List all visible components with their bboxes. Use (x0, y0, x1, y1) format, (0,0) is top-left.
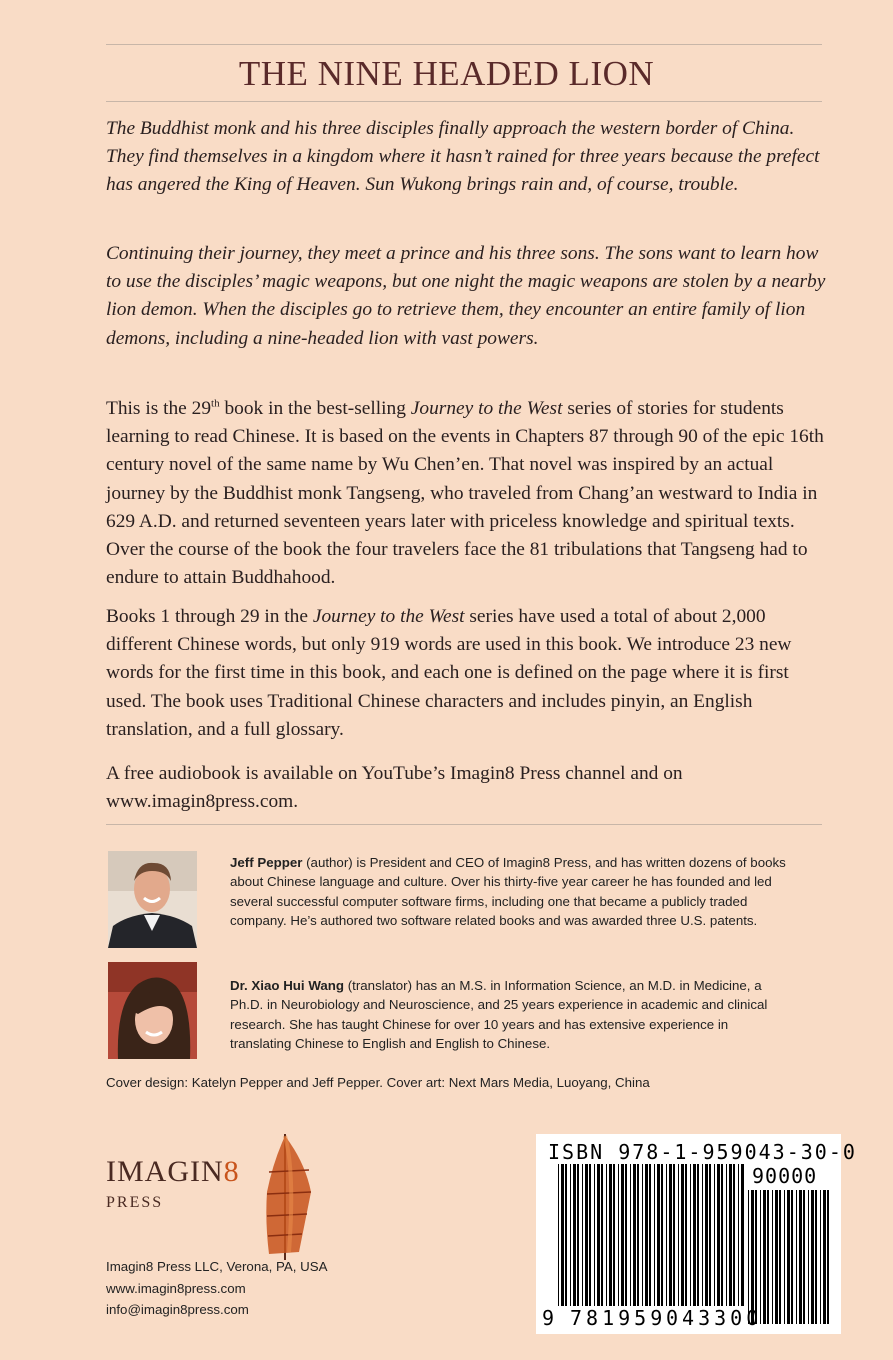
barcode-stripe (811, 1190, 814, 1324)
about-paragraph-1: This is the 29th book in the best-selling Journey to the West series of stories for students learning to read Chinese. It is based on the events in Chapters 87 through 90 of the epic 16th century novel of the same name by Wu Chen’en. That novel was inspired by an actual journey by the Buddhist monk Tangseng, who traveled from Chang’an westward to India in 629 A.D. and returned seventeen years later with priceless knowledge and spiritual texts. Over the course of the book the four travelers face the 81 tribulations that Tangseng had to endure to attain Buddhahood. (106, 397, 824, 589)
barcode-stripe (760, 1190, 761, 1324)
barcode-stripe (702, 1164, 703, 1306)
barcode-stripe (678, 1164, 679, 1306)
barcode-stripe (669, 1164, 672, 1306)
audiobook-paragraph: A free audiobook is available on YouTube’s Imagin8 Press channel and on www.imagin8press.com. (106, 763, 683, 813)
barcode-stripe (594, 1164, 595, 1306)
barcode-stripe (690, 1164, 691, 1306)
barcode-stripe (748, 1190, 749, 1324)
barcode-stripe (637, 1164, 639, 1306)
mid-rule (106, 824, 822, 825)
barcode-stripe (561, 1164, 564, 1306)
publisher-email-link[interactable]: info@imagin8press.com (106, 1302, 249, 1317)
barcode-stripe (772, 1190, 773, 1324)
barcode-stripe (799, 1190, 802, 1324)
barcode-stripe (589, 1164, 591, 1306)
barcode-stripe (784, 1190, 785, 1324)
publisher-address: Imagin8 Press LLC, Verona, PA, USA (106, 1259, 328, 1274)
barcode-stripe (558, 1164, 559, 1306)
series-name: Journey to the West (410, 398, 563, 419)
barcode-stripe (685, 1164, 687, 1306)
barcode-stripe (705, 1164, 708, 1306)
barcode-stripe (714, 1164, 715, 1306)
barcode-stripe (577, 1164, 579, 1306)
series-name: Journey to the West (312, 606, 465, 627)
barcode-stripe (721, 1164, 723, 1306)
barcode-stripe (606, 1164, 607, 1306)
publisher-logo-subtitle: PRESS (106, 1194, 164, 1211)
synopsis-paragraph-1: The Buddhist monk and his three disciples finally approach the western border of China. They find themselves in a kingdom where it hasn’t rained for three years because the prefect has angered the King of Heaven. Sun Wukong brings rain and, of course, trouble. (106, 118, 820, 196)
barcode-stripe (763, 1190, 766, 1324)
barcode-stripe (820, 1190, 821, 1324)
barcode-stripe (649, 1164, 651, 1306)
barcode-stripe (621, 1164, 624, 1306)
barcode-stripe (808, 1190, 809, 1324)
barcode-stripe (775, 1190, 778, 1324)
barcode-stripe (673, 1164, 675, 1306)
author-name: Jeff Pepper (230, 855, 303, 870)
barcode-stripe (585, 1164, 588, 1306)
barcode-stripe (618, 1164, 619, 1306)
barcode-stripe (633, 1164, 636, 1306)
isbn-barcode: ISBN 978-1-959043-30-0 90000 9 781959 043300 (536, 1134, 841, 1334)
barcode-stripe (645, 1164, 648, 1306)
barcode-stripe (601, 1164, 603, 1306)
barcode-stripe (791, 1190, 793, 1324)
author-photo (108, 851, 197, 948)
author-bio: Jeff Pepper (author) is President and CEO of Imagin8 Press, and has written dozens of books about Chinese language and culture. Over his thirty-five year career he has founded and led several successful computer software firms, including one that became a publicly traded company. He’s authored two software related books and was awarded three U.S. patents. (230, 855, 786, 928)
price-code: 90000 (752, 1164, 818, 1188)
translator-photo (108, 962, 197, 1059)
isbn-number: ISBN 978-1-959043-30-0 (548, 1140, 857, 1164)
title-rule (106, 101, 822, 102)
barcode-stripe (573, 1164, 576, 1306)
barcode-stripe (726, 1164, 727, 1306)
barcode-stripe (815, 1190, 817, 1324)
barcode-stripe (717, 1164, 720, 1306)
barcode-stripe (582, 1164, 583, 1306)
barcode-stripe (787, 1190, 790, 1324)
barcode-stripe (779, 1190, 781, 1324)
barcode-stripe (565, 1164, 567, 1306)
translator-name: Dr. Xiao Hui Wang (230, 978, 345, 993)
barcode-stripe (738, 1164, 739, 1306)
barcode-stripe (630, 1164, 631, 1306)
barcode-stripe (697, 1164, 699, 1306)
barcode-stripe (666, 1164, 667, 1306)
synopsis-paragraph-2: Continuing their journey, they meet a prince and his three sons. The sons want to learn how to use the disciples’ magic weapons, but one night the magic weapons are stolen by a nearby lion demon. When the disciples go to retrieve them, they encounter an entire family of lion demons, including a nine-headed lion with vast powers. (106, 243, 826, 349)
barcode-stripe (693, 1164, 696, 1306)
barcode-stripe (661, 1164, 663, 1306)
barcode-bars (536, 1134, 841, 1334)
barcode-stripe (823, 1190, 826, 1324)
top-rule (106, 44, 822, 45)
barcode-stripe (796, 1190, 797, 1324)
book-title: THE NINE HEADED LION (238, 54, 655, 93)
barcode-stripe (803, 1190, 805, 1324)
barcode-stripe (741, 1164, 744, 1306)
barcode-stripe (751, 1190, 754, 1324)
junk-sail-logo-icon (255, 1132, 315, 1262)
barcode-stripe (597, 1164, 600, 1306)
barcode-stripe (709, 1164, 711, 1306)
barcode-stripe (642, 1164, 643, 1306)
publisher-logo: IMAGIN8 (106, 1155, 240, 1188)
barcode-stripe (613, 1164, 615, 1306)
barcode-stripe (729, 1164, 732, 1306)
barcode-stripe (657, 1164, 660, 1306)
barcode-stripe (733, 1164, 735, 1306)
barcode-stripe (767, 1190, 769, 1324)
translator-bio: Dr. Xiao Hui Wang (translator) has an M.S. in Information Science, an M.D. in Medicine, a Ph.D. in Neurobiology and Neuroscience, and 25 years experience in academic and clinical research. She has taught Chinese for over 10 years and has extensive experience in translating Chinese to English and English to Chinese. (230, 978, 768, 1051)
barcode-stripe (625, 1164, 627, 1306)
barcode-stripe (609, 1164, 612, 1306)
barcode-stripe (755, 1190, 757, 1324)
barcode-stripe (827, 1190, 829, 1324)
cover-credits: Cover design: Katelyn Pepper and Jeff Pepper. Cover art: Next Mars Media, Luoyang, China (106, 1075, 650, 1090)
publisher-website-link[interactable]: www.imagin8press.com (106, 1281, 246, 1296)
barcode-stripe (570, 1164, 571, 1306)
barcode-stripe (654, 1164, 655, 1306)
about-paragraph-2: Books 1 through 29 in the Journey to the West series have used a total of about 2,000 different Chinese words, but only 919 words are used in this book. We introduce 23 new words for the first time in this book, and each one is defined on the page where it is first used. The book uses Traditional Chinese characters and includes pinyin, an English translation, and a full glossary. (106, 606, 792, 740)
barcode-stripe (681, 1164, 684, 1306)
